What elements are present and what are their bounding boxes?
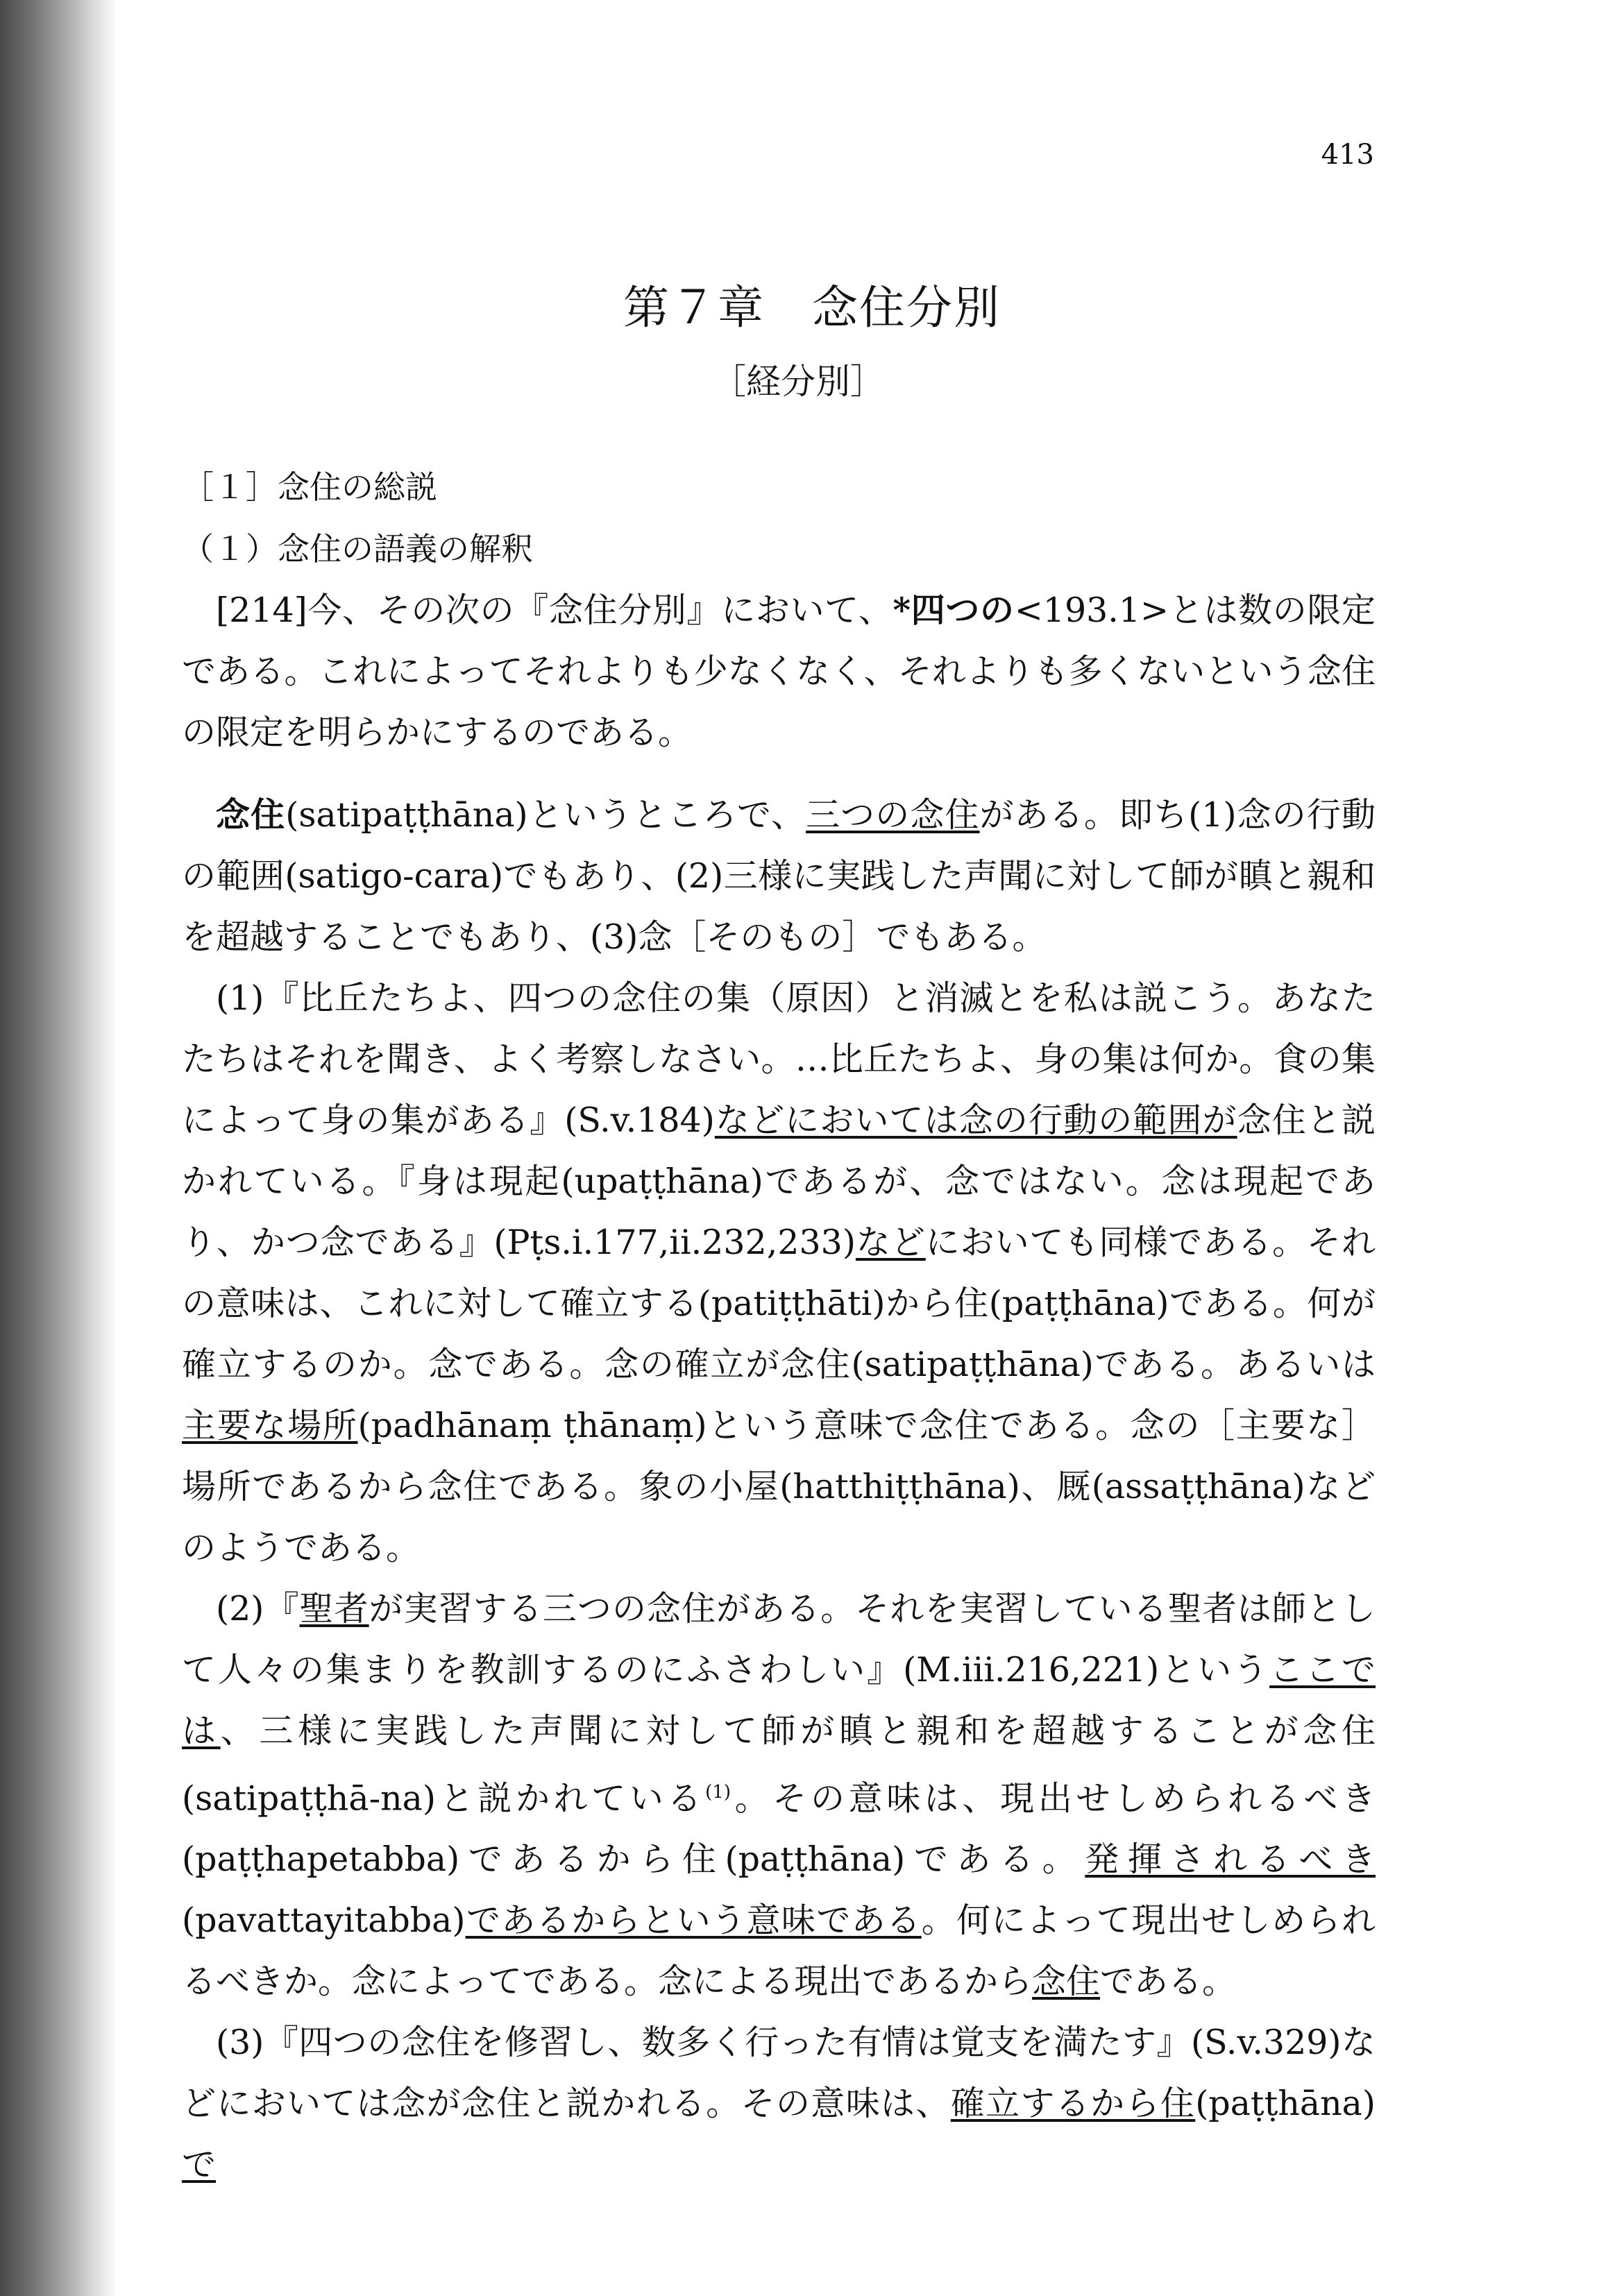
underlined-text: 確立するから住 — [950, 2084, 1196, 2124]
body-text — [182, 579, 1376, 2195]
bold-term: *四つの — [893, 590, 1015, 630]
underlined-text: であるからという意味である — [465, 1900, 922, 1941]
footnote-ref: (1) — [705, 1782, 731, 1803]
section-heading: ［１］念住の総説 — [182, 468, 437, 506]
subsection-heading: （１）念住の語義の解釈 — [182, 530, 533, 568]
underlined-text: ここでは — [182, 1650, 1376, 1751]
page-number: 413 — [1321, 139, 1374, 171]
underlined-text: 発揮されるべき — [1085, 1839, 1376, 1880]
underlined-text: 聖者 — [299, 1589, 369, 1629]
paragraph-2: 念住(satipaṭṭhāna)というところで、三つの念住がある。即ち(1)念の行動の範囲(satigo-cara)でもあり、(2)三様に実践した声聞に対して師が瞋と親和を超越することでもあり、(3)念［そのもの］でもある。 — [182, 794, 1376, 957]
underlined-text: など — [855, 1223, 926, 1262]
scan-gutter-shadow — [0, 0, 118, 2296]
paragraph-3: (1)『比丘たちよ、四つの念住の集（原因）と消滅とを私は説こう。あなたたちはそれを聞き、よく考察しなさい。…比丘たちよ、身の集は何か。食の集によって身の集がある』(S.v.184)などにおいては念の行動の範囲が念住と説かれている。『身は現起(upaṭṭhāna)であるが、念ではない。念は現起であり、かつ念である』(Pṭs.i.177,ii.232,233)などにおいても同様である。それの意味は、これに対して確立する(patiṭṭhāti)から住(paṭṭhāna)である。何が確立するのか。念である。念の確立が念住(satipaṭṭhāna)である。あるいは主要な場所(padhānaṃ ṭhānaṃ)という意味で念住である。念の［主要な］場所であるから念住である。象の小屋(hatthiṭṭhāna)、厩(assaṭṭhāna)などのようである。 — [182, 978, 1376, 1567]
underlined-text: などにおいては念の行動の範囲が — [714, 1100, 1237, 1140]
underlined-text: 三つの念住 — [806, 795, 980, 835]
underlined-text: 念住 — [1032, 1962, 1101, 2002]
chapter-title: 第７章 念住分別 — [623, 281, 1001, 334]
underlined-text: で — [182, 2145, 217, 2185]
underlined-text: 主要な場所 — [182, 1406, 358, 1445]
paragraph-1: [214]今、その次の『念住分別』において、*四つの<193.1>とは数の限定である。これによってそれよりも少なくなく、それよりも多くないという念住の限定を明らかにするのである。 — [182, 590, 1376, 752]
section-subtitle: ［経分別］ — [711, 362, 885, 402]
paragraph-5: (3)『四つの念住を修習し、数多く行った有情は覚支を満たす』(S.v.329)などにおいては念が念住と説かれる。その意味は、確立するから住(paṭṭhāna)で — [182, 2023, 1376, 2185]
paragraph-4: (2)『聖者が実習する三つの念住がある。それを実習している聖者は師として人々の集まりを教訓するのにふさわしい』(M.iii.216,221)というここでは、三様に実践した声聞に対して師が瞋と親和を超越することが念住(satipaṭṭhā-na)と説かれている$^{(1)}$。その意味は、現出せしめられるべき(paṭṭhapetabba)であるから住(paṭṭhāna)である。発揮されるべき(pavattayitabba)であるからという意味である。何によって現出せしめられるべきか。念によってである。念による現出であるから念住である。 — [182, 1589, 1376, 2002]
bold-term: 念住 — [216, 794, 286, 835]
